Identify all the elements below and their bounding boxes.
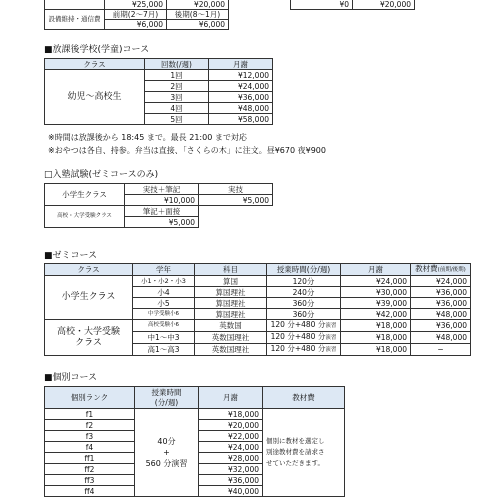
seminar-fee: ¥18,000 <box>341 320 411 332</box>
seminar-materials: ¥24,000 <box>411 276 471 287</box>
top-fee-table <box>44 0 415 30</box>
seminar-header-label: 教材費 <box>415 264 438 273</box>
afterschool-note-1: ※時間は放課後から 18:45 まで。最長 21:00 まで対応 <box>48 133 247 142</box>
second-half-fee: ¥6,000 <box>167 20 229 30</box>
afterschool-count: 3回 <box>145 92 209 103</box>
seminar-grade: 中1〜中3 <box>133 332 195 344</box>
top-cell: ¥0 <box>291 0 353 10</box>
seminar-demo-suffix: 演習 <box>325 347 337 353</box>
individual-rank: ff3 <box>45 475 135 486</box>
entrance-title: □入塾試験(ゼミコースのみ) <box>44 170 159 180</box>
seminar-table <box>44 263 471 356</box>
first-half-fee: ¥6,000 <box>105 20 167 30</box>
individual-time-line3: 560 分演習 <box>145 459 188 468</box>
individual-materials-line2: 別途教材費を請求さ <box>266 448 325 456</box>
seminar-fee: ¥18,000 <box>341 344 411 356</box>
individual-materials <box>263 409 345 497</box>
entrance-elem-h2: 実技 <box>199 184 273 195</box>
individual-rank: ff2 <box>45 464 135 475</box>
seminar-fee: ¥30,000 <box>341 287 411 298</box>
afterschool-header: クラス <box>45 59 145 70</box>
seminar-materials: ¥36,000 <box>411 320 471 332</box>
individual-time-line2: + <box>163 448 170 457</box>
seminar-title: ■ゼミコース <box>44 251 98 261</box>
seminar-demo-suffix: 演習 <box>325 335 337 341</box>
individual-rank: f1 <box>45 409 135 420</box>
individual-fee: ¥18,000 <box>199 409 263 420</box>
entrance-elem-label: 小学生クラス <box>45 184 125 206</box>
afterschool-note-2: ※おやつは各自、持参。弁当は直接、「さくらの木」に注文。昼¥670 夜¥900 <box>48 146 326 155</box>
seminar-header <box>411 264 471 276</box>
individual-rank: ff4 <box>45 486 135 497</box>
individual-fee: ¥36,000 <box>199 475 263 486</box>
seminar-subject: 英数国 <box>195 320 267 332</box>
individual-rank: f2 <box>45 420 135 431</box>
seminar-fee: ¥24,000 <box>341 276 411 287</box>
individual-header: 教材費 <box>263 387 345 409</box>
individual-time-line1: 40分 <box>157 437 176 446</box>
seminar-time-cell <box>267 320 341 332</box>
seminar-subject: 算国理社 <box>195 298 267 309</box>
seminar-header: 月謝 <box>341 264 411 276</box>
seminar-materials: ¥48,000 <box>411 332 471 344</box>
seminar-materials: − <box>411 344 471 356</box>
seminar-materials: ¥36,000 <box>411 287 471 298</box>
seminar-grade: 小1・小2・小3 <box>133 276 195 287</box>
seminar-subject: 英数国理社 <box>195 344 267 356</box>
afterschool-title: ■放課後学校(学童)コース <box>44 45 150 55</box>
seminar-time-cell <box>267 332 341 344</box>
afterschool-table <box>44 58 273 125</box>
seminar-header: 授業時間(分/週) <box>267 264 341 276</box>
individual-rank: f4 <box>45 442 135 453</box>
afterschool-fee: ¥48,000 <box>209 103 273 114</box>
seminar-high-class-line1: 高校・大学受験 <box>56 326 120 337</box>
seminar-time-cell <box>267 344 341 356</box>
entrance-elem-h1: 実技＋筆記 <box>125 184 199 195</box>
individual-fee: ¥22,000 <box>199 431 263 442</box>
afterschool-count: 5回 <box>145 114 209 125</box>
individual-header-time-line1: 授業時間 <box>151 387 182 397</box>
entrance-table <box>44 183 273 228</box>
seminar-time: 240分 <box>267 287 341 298</box>
seminar-materials-note: (前期/後期) <box>437 267 466 273</box>
top-cell: ¥25,000 <box>105 0 167 10</box>
seminar-header: 科目 <box>195 264 267 276</box>
individual-rank: ff1 <box>45 453 135 464</box>
seminar-grade: 高校受験小6 <box>133 320 195 332</box>
seminar-time: 120 分+480 分 <box>270 344 326 353</box>
afterschool-header: 回数(/週) <box>145 59 209 70</box>
individual-fee: ¥24,000 <box>199 442 263 453</box>
individual-materials-line1: 個別に教材を選定し <box>266 437 325 445</box>
seminar-time: 360分 <box>267 298 341 309</box>
individual-fee: ¥20,000 <box>199 420 263 431</box>
entrance-elem-v1: ¥10,000 <box>125 195 199 206</box>
seminar-materials: ¥36,000 <box>411 298 471 309</box>
first-half-label: 前期(2〜7月) <box>105 10 167 20</box>
afterschool-count: 4回 <box>145 103 209 114</box>
afterschool-header: 月謝 <box>209 59 273 70</box>
individual-header: 月謝 <box>199 387 263 409</box>
seminar-subject: 英数国理社 <box>195 332 267 344</box>
seminar-header: 学年 <box>133 264 195 276</box>
seminar-high-class-line2: クラス <box>75 337 102 348</box>
seminar-high-class <box>45 320 133 356</box>
entrance-high-h1: 筆記＋面接 <box>125 206 199 217</box>
entrance-high-label: 高校・大学受験クラス <box>45 206 125 228</box>
seminar-header: クラス <box>45 264 133 276</box>
afterschool-fee: ¥36,000 <box>209 92 273 103</box>
afterschool-class: 幼児〜高校生 <box>45 70 145 125</box>
seminar-subject: 算国理社 <box>195 309 267 320</box>
individual-materials-line3: せていただきます。 <box>266 459 324 467</box>
afterschool-count: 2回 <box>145 81 209 92</box>
top-cell: ¥20,000 <box>167 0 229 10</box>
seminar-time: 120 分+480 分 <box>270 320 326 329</box>
individual-time <box>135 409 199 497</box>
seminar-materials: ¥48,000 <box>411 309 471 320</box>
seminar-fee: ¥42,000 <box>341 309 411 320</box>
afterschool-count: 1回 <box>145 70 209 81</box>
individual-fee: ¥40,000 <box>199 486 263 497</box>
seminar-elem-class: 小学生クラス <box>45 276 133 320</box>
individual-fee: ¥28,000 <box>199 453 263 464</box>
seminar-time: 360分 <box>267 309 341 320</box>
seminar-fee: ¥39,000 <box>341 298 411 309</box>
seminar-grade: 小4 <box>133 287 195 298</box>
individual-rank: f3 <box>45 431 135 442</box>
entrance-high-v1: ¥5,000 <box>125 217 199 228</box>
entrance-elem-v2: ¥5,000 <box>199 195 273 206</box>
seminar-grade: 小5 <box>133 298 195 309</box>
individual-title: ■個別コース <box>44 373 98 383</box>
seminar-time: 120分 <box>267 276 341 287</box>
seminar-grade: 中学受験小6 <box>133 309 195 320</box>
seminar-subject: 算国理社 <box>195 287 267 298</box>
afterschool-fee: ¥58,000 <box>209 114 273 125</box>
second-half-label: 後期(8〜1月) <box>167 10 229 20</box>
individual-table <box>44 386 345 497</box>
afterschool-fee: ¥24,000 <box>209 81 273 92</box>
facility-label: 設備維持・通信費 <box>45 10 105 30</box>
seminar-demo-suffix: 演習 <box>325 323 337 329</box>
seminar-grade: 高1〜高3 <box>133 344 195 356</box>
individual-fee: ¥32,000 <box>199 464 263 475</box>
individual-header: 個別ランク <box>45 387 135 409</box>
seminar-subject: 算国 <box>195 276 267 287</box>
individual-header-time-line2: (分/週) <box>154 397 179 407</box>
afterschool-fee: ¥12,000 <box>209 70 273 81</box>
seminar-fee: ¥18,000 <box>341 332 411 344</box>
individual-header-time <box>135 387 199 409</box>
seminar-time: 120 分+480 分 <box>270 332 326 341</box>
top-cell: ¥20,000 <box>353 0 415 10</box>
